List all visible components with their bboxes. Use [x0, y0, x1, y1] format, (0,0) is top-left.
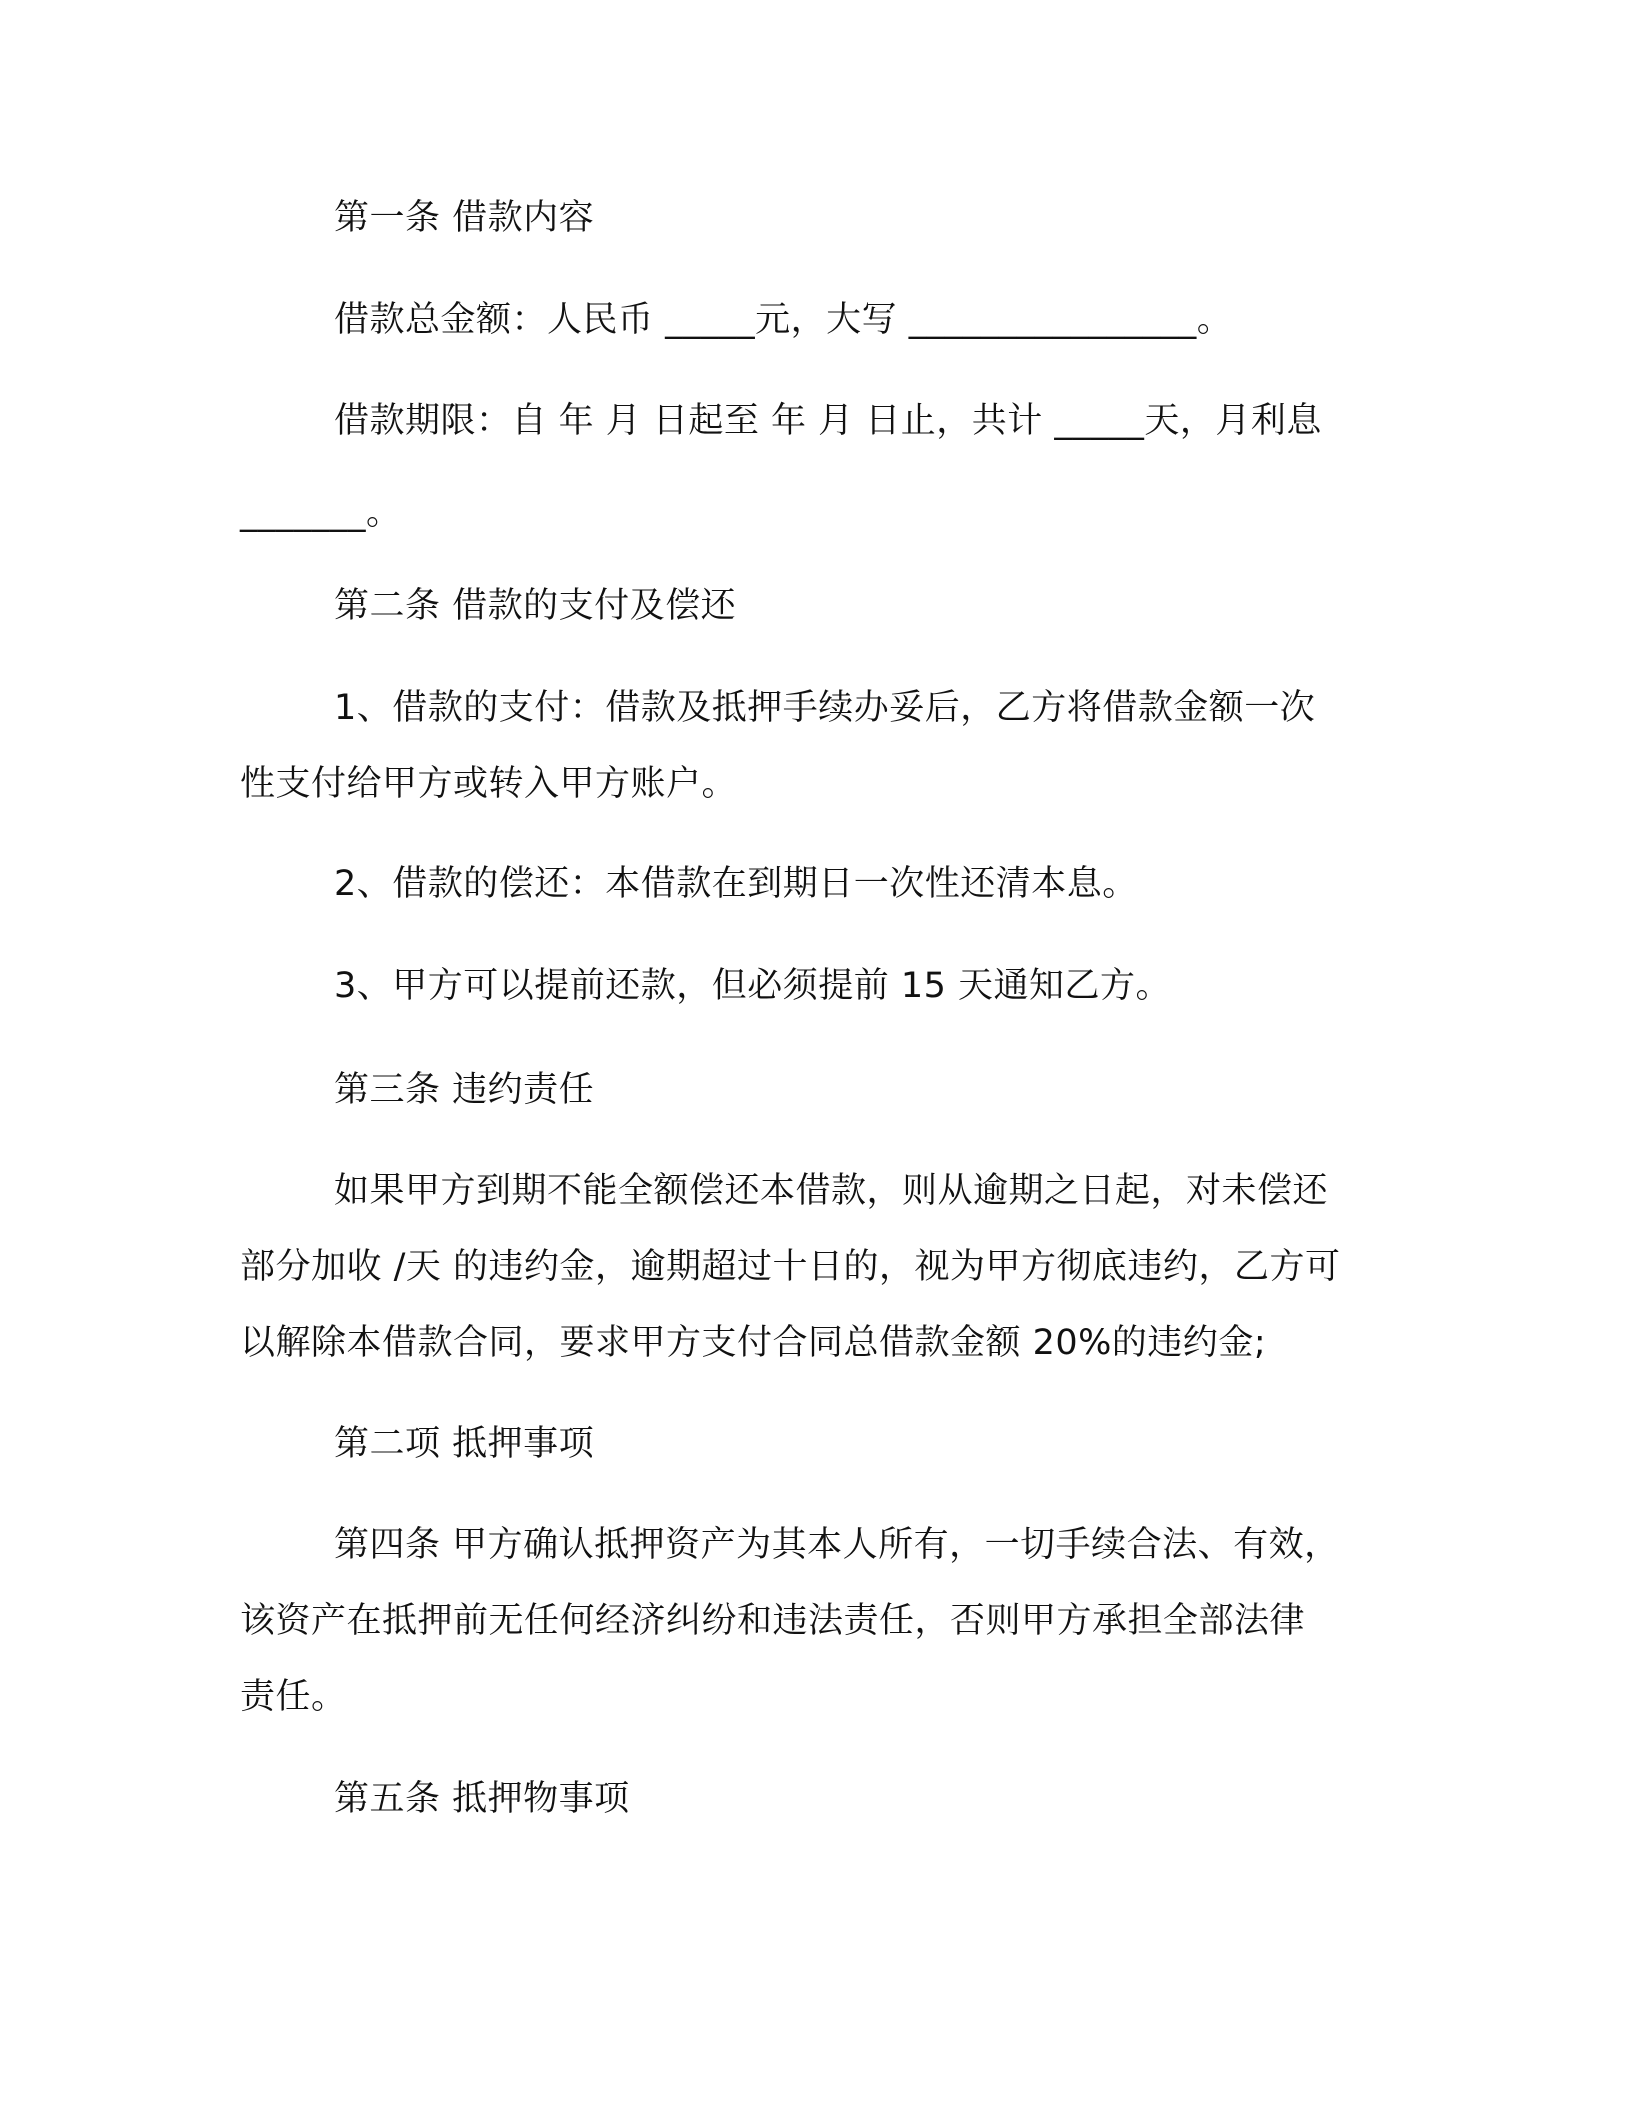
heading-article-5: 第五条 抵押物事项: [334, 1779, 630, 1819]
early-repayment-clause: 3、甲方可以提前还款，但必须提前 15 天通知乙方。: [334, 966, 1172, 1006]
loan-term-line: 借款期限：自 年 月 日起至 年 月 日止，共计 _____天，月利息: [334, 401, 1322, 441]
breach-clause-line-1: 如果甲方到期不能全额偿还本借款，则从逾期之日起，对未偿还: [334, 1171, 1329, 1211]
heading-article-2: 第二条 借款的支付及偿还: [334, 586, 737, 626]
heading-item-2: 第二项 抵押事项: [334, 1424, 595, 1464]
heading-article-1: 第一条 借款内容: [334, 198, 595, 238]
breach-clause-line-3: 以解除本借款合同，要求甲方支付合同总借款金额 20%的违约金;: [240, 1323, 1267, 1363]
payment-clause-line-continued: 性支付给甲方或转入甲方账户。: [240, 764, 738, 804]
article-4-line-3: 责任。: [240, 1677, 347, 1717]
article-4-line-1: 第四条 甲方确认抵押资产为其本人所有，一切手续合法、有效，: [334, 1525, 1340, 1565]
loan-term-line-continued: _______。: [240, 493, 402, 533]
breach-clause-line-2: 部分加收 /天 的违约金，逾期超过十日的，视为甲方彻底违约，乙方可: [240, 1247, 1341, 1287]
loan-amount-line: 借款总金额：人民币 _____元，大写 ________________。: [334, 300, 1233, 340]
payment-clause-line: 1、借款的支付：借款及抵押手续办妥后，乙方将借款金额一次: [334, 688, 1316, 728]
article-4-line-2: 该资产在抵押前无任何经济纠纷和违法责任，否则甲方承担全部法律: [240, 1601, 1306, 1641]
repayment-clause: 2、借款的偿还：本借款在到期日一次性还清本息。: [334, 864, 1138, 904]
heading-article-3: 第三条 违约责任: [334, 1070, 595, 1110]
